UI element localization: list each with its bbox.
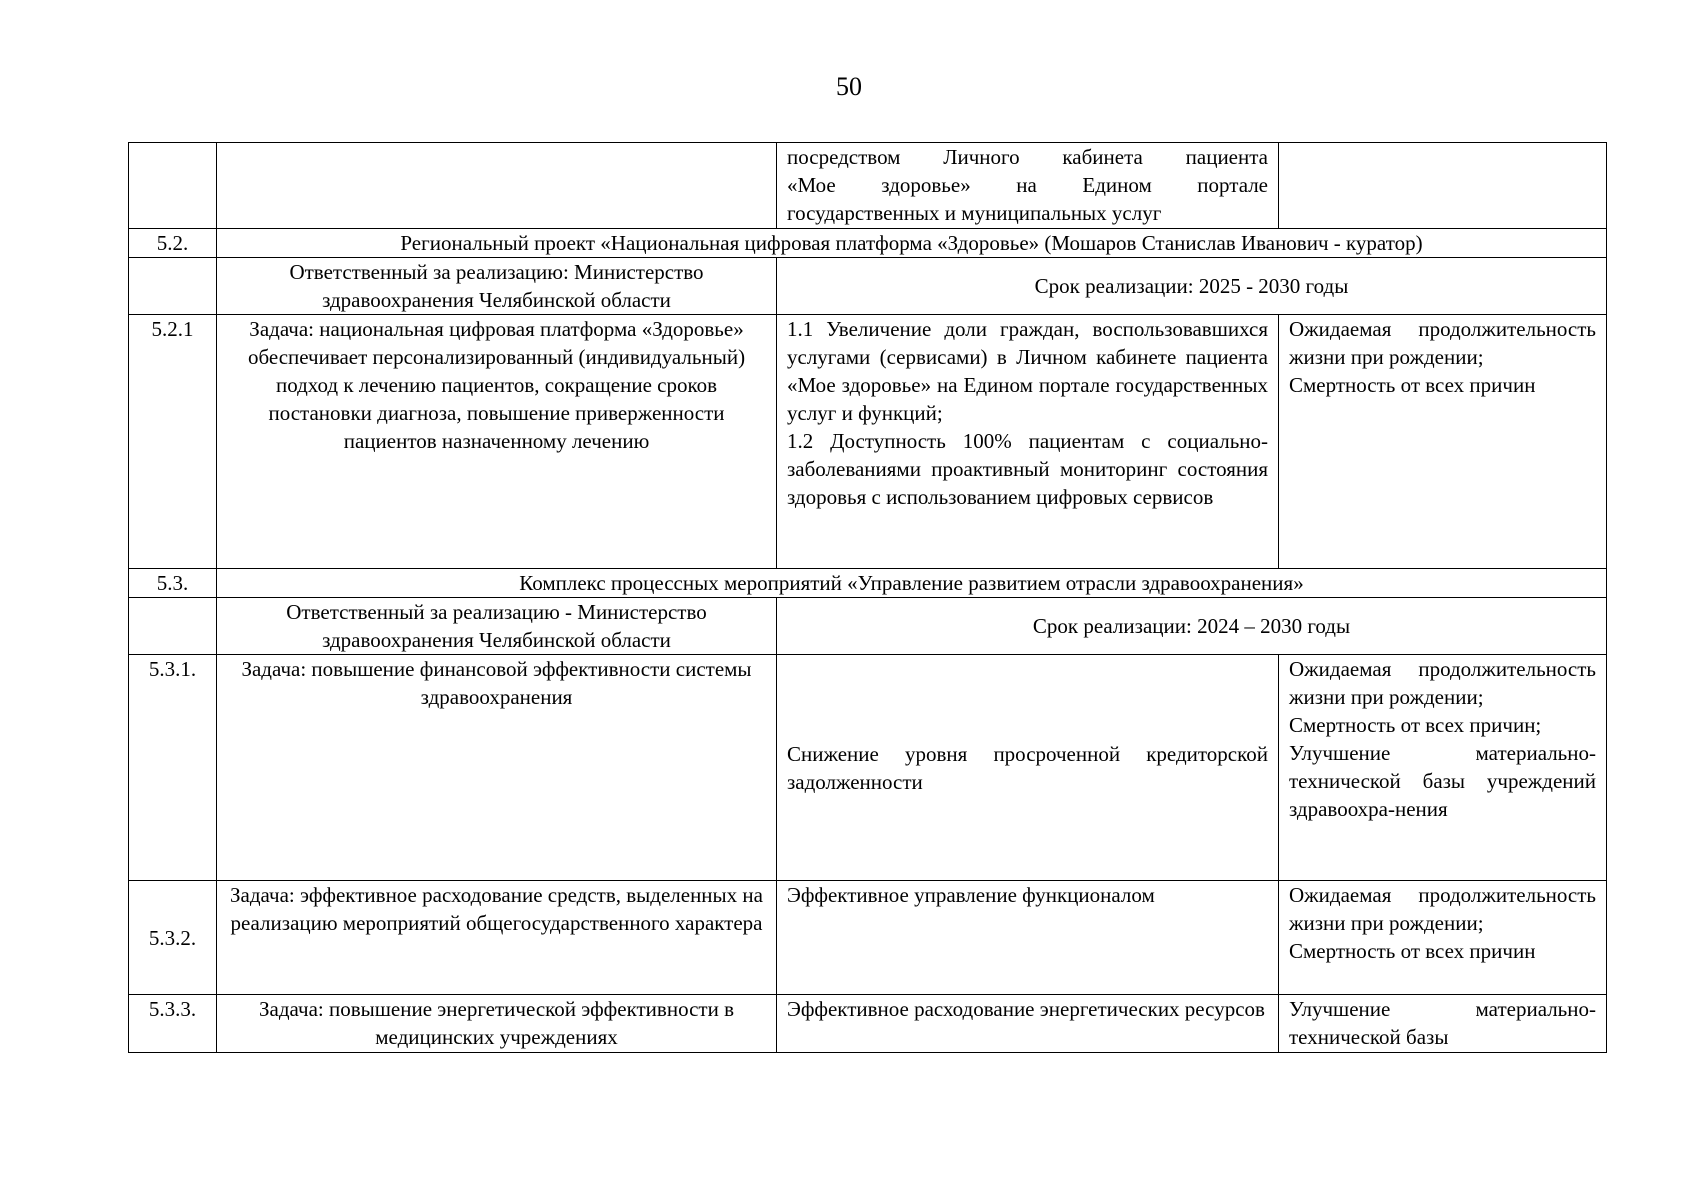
- row-number: 5.3.: [129, 569, 217, 598]
- task-text: Задача: повышение финансовой эффективности системы здравоохранения: [217, 655, 777, 881]
- goals-cell: [1279, 881, 1607, 995]
- goals-cell: [1279, 143, 1607, 229]
- goal-text: Ожидаемая продолжительность жизни при рождении;: [1289, 657, 1596, 709]
- indicator-text: 1.2 Доступность 100% пациентам с социально-заболеваниями проактивный мониторинг состояния здоровья с использованием цифровых сервисов: [787, 429, 1268, 509]
- row-number: 5.2.1: [129, 315, 217, 569]
- goal-text: Смертность от всех причин;: [1289, 713, 1542, 737]
- period-text: Срок реализации: 2024 – 2030 годы: [777, 598, 1607, 655]
- text-line: посредством Личного кабинета пациента: [787, 145, 1268, 169]
- responsible-row-5-2: [129, 258, 1607, 315]
- goals-cell: [1279, 655, 1607, 881]
- indicator-text: 1.1 Увеличение доли граждан, воспользовавшихся услугами (сервисами) в Личном кабинете пациента «Мое здоровье» на Едином портале государственных услуг и функций;: [787, 317, 1268, 425]
- indicator-text: Снижение уровня просроченной кредиторской задолженности: [777, 655, 1279, 881]
- text-line: «Мое здоровье» на Едином портале: [787, 173, 1268, 197]
- indicators-cell: [777, 315, 1279, 569]
- goal-text: Улучшение материально-технической базы учреждений здравоохра-нения: [1289, 741, 1596, 821]
- row-number: 5.3.1.: [129, 655, 217, 881]
- table-row-5-3-1: [129, 655, 1607, 881]
- task-text: Задача: повышение энергетической эффективности в медицинских учреждениях: [217, 995, 777, 1053]
- table-row-5-2-1: [129, 315, 1607, 569]
- goal-text: Ожидаемая продолжительность жизни при рождении;: [1289, 883, 1596, 935]
- row-number-cell: [129, 258, 217, 315]
- goal-text: Улучшение материально-технической базы: [1279, 995, 1607, 1053]
- row-number-cell: [129, 143, 217, 229]
- section-row-5-2: [129, 229, 1607, 258]
- section-title: Комплекс процессных мероприятий «Управление развитием отрасли здравоохранения»: [217, 569, 1607, 598]
- responsible-row-5-3: [129, 598, 1607, 655]
- task-cell: [217, 143, 777, 229]
- row-number-cell: [129, 598, 217, 655]
- goal-text: Смертность от всех причин: [1289, 373, 1536, 397]
- responsible-text: Ответственный за реализацию - Министерство здравоохранения Челябинской области: [217, 598, 777, 655]
- goal-text: Ожидаемая продолжительность жизни при рождении;: [1289, 317, 1596, 369]
- indicator-text: Эффективное управление функционалом: [777, 881, 1279, 995]
- section-title: Региональный проект «Национальная цифровая платформа «Здоровье» (Мошаров Станислав Иванович - куратор): [217, 229, 1607, 258]
- row-number: 5.2.: [129, 229, 217, 258]
- table-row-5-3-3: [129, 995, 1607, 1053]
- goals-cell: [1279, 315, 1607, 569]
- period-text: Срок реализации: 2025 - 2030 годы: [777, 258, 1607, 315]
- table-row-continuation: [129, 143, 1607, 229]
- task-text: Задача: национальная цифровая платформа «Здоровье» обеспечивает персонализированный (индивидуальный) подход к лечению пациентов, сокращение сроков постановки диагноза, повышение приверженности пациентов назначенному лечению: [217, 315, 777, 569]
- task-text: Задача: эффективное расходование средств, выделенных на реализацию мероприятий общегосударственного характера: [217, 881, 777, 995]
- row-number: 5.3.2.: [129, 881, 217, 995]
- section-row-5-3: [129, 569, 1607, 598]
- indicators-cell: [777, 143, 1279, 229]
- table-row-5-3-2: [129, 881, 1607, 995]
- text-line: государственных и муниципальных услуг: [787, 201, 1162, 225]
- program-table: [128, 142, 1607, 1053]
- row-number: 5.3.3.: [129, 995, 217, 1053]
- responsible-text: Ответственный за реализацию: Министерство здравоохранения Челябинской области: [217, 258, 777, 315]
- indicator-text: Эффективное расходование энергетических ресурсов: [777, 995, 1279, 1053]
- page-number: 50: [836, 72, 862, 101]
- goal-text: Смертность от всех причин: [1289, 939, 1536, 963]
